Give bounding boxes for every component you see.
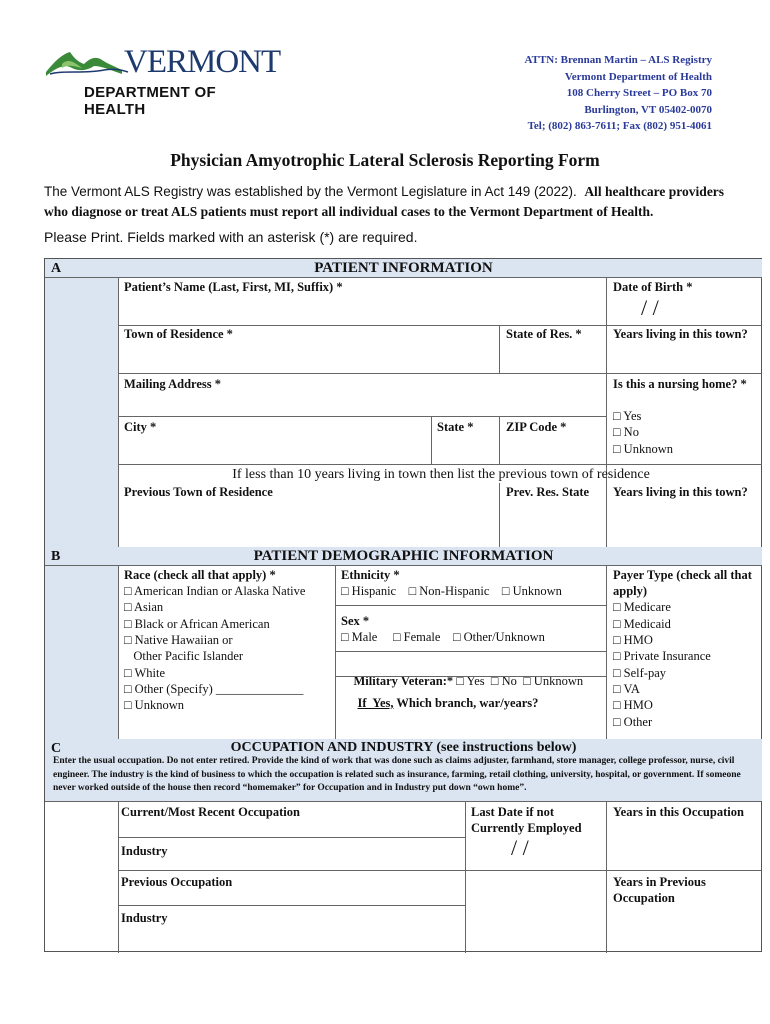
report-form [44, 258, 762, 952]
attn-address-block [524, 52, 712, 135]
race-option[interactable]: □ Native Hawaiian or [124, 633, 233, 647]
section-title: OCCUPATION AND INDUSTRY (see instructions below) [230, 740, 577, 755]
payer-option[interactable]: □ HMO [613, 698, 653, 712]
previous-occupation-label: Previous Occupation [121, 875, 233, 889]
section-letter: A [51, 261, 62, 276]
nursing-option-unknown[interactable]: □ Unknown [613, 442, 673, 456]
years-living-label: Years living in this town? [613, 327, 748, 341]
dob-label: Date of Birth * [613, 280, 693, 294]
section-letter: C [51, 741, 62, 756]
veteran-label: Military Veteran:* [353, 674, 454, 688]
logo-department: DEPARTMENT OF HEALTH [84, 84, 216, 118]
payer-option[interactable]: □ Medicaid [613, 617, 671, 631]
payer-option[interactable]: □ Self-pay [613, 666, 667, 680]
city-label: City * [124, 420, 157, 434]
section-b-sidebar [45, 565, 118, 739]
section-letter: B [51, 549, 61, 564]
vermont-health-logo [44, 44, 281, 118]
ethnicity-label: Ethnicity * [341, 568, 400, 582]
intro-bold: All healthcare providers who diagnose or treat ALS patients must report all individual cases to the Vermont Department of Health. [44, 184, 725, 219]
prev-years-living-label: Years living in this town? [613, 485, 748, 499]
payer-option[interactable]: □ HMO [613, 633, 653, 647]
section-a-sidebar [45, 277, 118, 547]
last-date-field[interactable]: / / [511, 835, 529, 860]
please-print-note: Please Print. Fields marked with an asterisk (*) are required. [44, 229, 418, 245]
attn-line: Tel; (802) 863-7611; Fax (802) 951-4061 [527, 120, 712, 132]
prev-res-state-label: Prev. Res. State [506, 485, 590, 499]
race-label: Race (check all that apply) * [124, 568, 276, 582]
state-label: State * [437, 420, 474, 434]
branch-rest: Which branch, war/years? [393, 696, 539, 710]
race-option[interactable]: □ Black or African American [124, 617, 270, 631]
race-option[interactable]: □ Unknown [124, 698, 184, 712]
payer-option[interactable]: □ Medicare [613, 600, 671, 614]
race-option[interactable]: □ American Indian or Alaska Native [124, 584, 306, 598]
zip-code-label: ZIP Code * [506, 420, 567, 434]
payer-option[interactable]: □ VA [613, 682, 640, 696]
attn-line: ATTN: Brennan Martin – ALS Registry [524, 54, 712, 66]
intro-paragraph [44, 182, 734, 222]
sex-label: Sex * [341, 614, 370, 628]
patient-name-label: Patient’s Name (Last, First, MI, Suffix) * [124, 280, 343, 294]
mountain-logo-icon [44, 44, 134, 80]
years-occupation-label: Years in this Occupation [613, 805, 744, 819]
previous-town-note: If less than 10 years living in town then list the previous town of residence [232, 467, 650, 482]
logo-name: VERMONT [124, 44, 281, 80]
payer-option[interactable]: □ Other [613, 715, 653, 729]
race-option[interactable]: □ White [124, 666, 165, 680]
section-b-header [45, 547, 762, 565]
race-option[interactable]: □ Asian [124, 600, 164, 614]
nursing-option-no[interactable]: □ No [613, 425, 639, 439]
sex-options[interactable]: □ Male □ Female □ Other/Unknown [341, 630, 545, 644]
section-title: PATIENT DEMOGRAPHIC INFORMATION [253, 548, 554, 564]
ethnicity-options[interactable]: □ Hispanic □ Non-Hispanic □ Unknown [341, 584, 562, 598]
intro-plain: The Vermont ALS Registry was established by the Vermont Legislature in Act 149 (2022). [44, 184, 577, 199]
current-occupation-label: Current/Most Recent Occupation [121, 805, 300, 819]
years-previous-label: Years in Previous Occupation [613, 875, 706, 905]
attn-line: 108 Cherry Street – PO Box 70 [566, 87, 712, 99]
section-c-header [45, 739, 762, 801]
section-a-header [45, 259, 762, 277]
nursing-home-label: Is this a nursing home? * [613, 377, 747, 391]
occupation-instructions: Enter the usual occupation. Do not enter retired. Provide the kind of work that was done such as claims adjuster, farmhand, store manager, college professor, nurse, civil engineer. The industry is the kind of business to which the occupation is related such as insurance, farming, retail clothing, university, hospital, or government. If someone never worked outside of the house then record “homemaker” for Occupation and in Industry put down “own home”. [53, 756, 741, 793]
race-option[interactable]: □ Other (Specify) ______________ [124, 682, 304, 696]
payer-option[interactable]: □ Private Insurance [613, 649, 711, 663]
previous-town-label: Previous Town of Residence [124, 485, 273, 499]
nursing-option-yes[interactable]: □ Yes [613, 409, 642, 423]
attn-line: Vermont Department of Health [564, 70, 712, 83]
last-date-label: Last Date if not Currently Employed [471, 805, 582, 835]
industry-label: Industry [121, 911, 168, 925]
state-of-res-label: State of Res. * [506, 327, 582, 341]
race-option-cont: Other Pacific Islander [124, 649, 244, 663]
payer-type-label: Payer Type (check all that apply) [613, 568, 752, 598]
town-of-residence-label: Town of Residence * [124, 327, 233, 341]
form-title: Physician Amyotrophic Lateral Sclerosis Reporting Form [170, 150, 600, 170]
branch-if-yes: If Yes, [357, 696, 394, 710]
branch-question [345, 681, 538, 726]
attn-line: Burlington, VT 05402-0070 [584, 103, 712, 116]
mailing-address-label: Mailing Address * [124, 377, 222, 391]
section-title: PATIENT INFORMATION [314, 260, 493, 276]
veteran-options[interactable]: □ Yes □ No □ Unknown [453, 674, 584, 688]
industry-label: Industry [121, 844, 168, 858]
dob-field[interactable]: / / [641, 295, 659, 320]
